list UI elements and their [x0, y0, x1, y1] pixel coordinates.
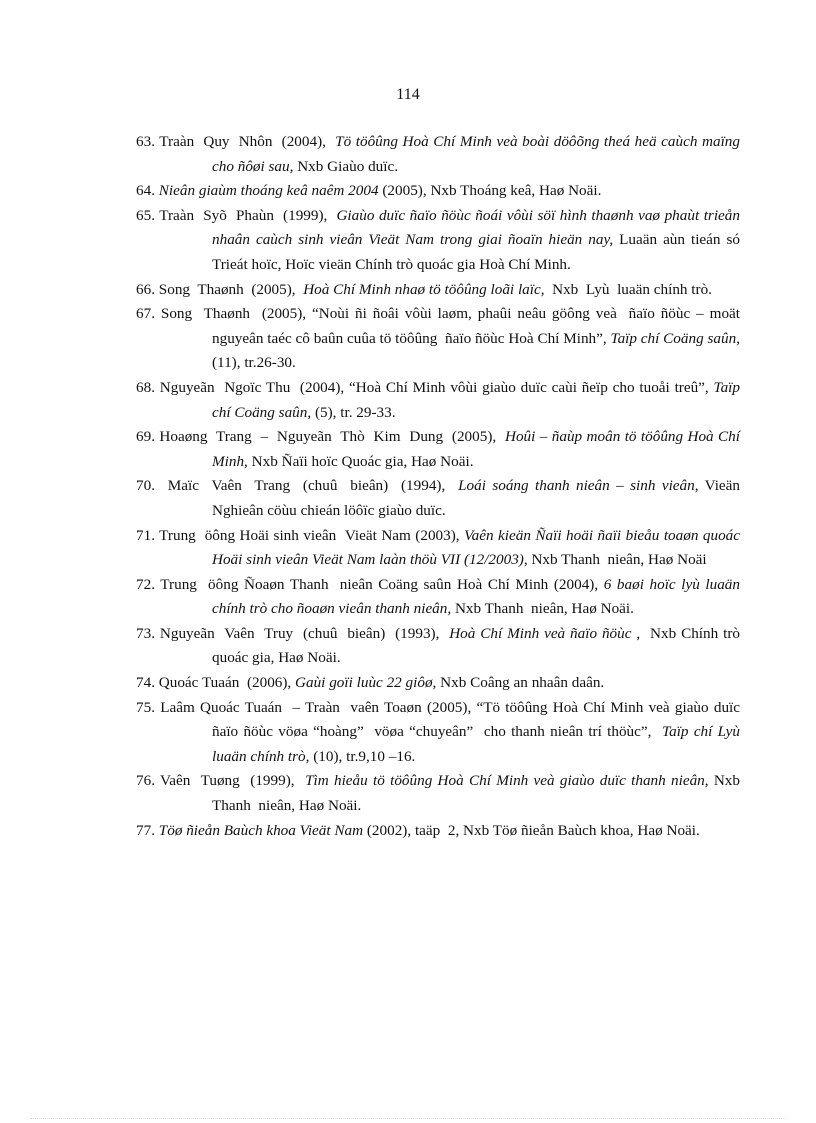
- page-bottom-divider: [30, 1118, 786, 1119]
- reference-text: Traàn Quy Nhôn (2004),: [154, 133, 336, 150]
- reference-number: 76.: [136, 772, 155, 790]
- reference-number: 72.: [136, 575, 155, 593]
- reference-title: Loái soáng thanh nieân – sinh vieân,: [458, 477, 699, 495]
- reference-list: [136, 130, 748, 843]
- reference-text: Nguyeãn Vaên Truy (chuû bieân) (1993),: [154, 624, 450, 642]
- reference-item: [136, 302, 744, 376]
- reference-number: 65.: [136, 206, 155, 224]
- reference-text: Maïc Vaên Trang (chuû bieân) (1994),: [154, 477, 459, 495]
- reference-number: 68.: [136, 378, 155, 396]
- reference-number: 75.: [136, 698, 155, 716]
- reference-item: [136, 376, 740, 425]
- reference-number: 77.: [136, 821, 155, 839]
- reference-item: [136, 671, 740, 696]
- reference-text: Laâm Quoác Tuaán – Traàn vaên Toaøn (2005), “Tö töôûng Hoà Chí Minh veà giaùo duïc ñaïo ñöùc vöøa “hoàng” vöøa “chuyeân” cho thanh nieân trí thöùc”,: [154, 698, 748, 741]
- reference-title: Taïp chí Lyù luaän chính trò,: [212, 723, 741, 765]
- reference-item: [136, 524, 740, 573]
- reference-text: Song Thaønh (2005), “Noùi ñi ñoâi vôùi laøm, phaûi neâu göông veà ñaïo ñöùc – moät nguyeân taéc cô baûn cuûa tö töôûng ñaïo ñöùc Hoà Chí Minh”,: [154, 305, 744, 347]
- reference-item: [136, 769, 744, 818]
- reference-text: Trung öông Ñoaøn Thanh nieân Coäng saûn Hoà Chí Minh (2004),: [154, 575, 604, 593]
- reference-title: Taïp chí Coäng saûn,: [610, 329, 740, 347]
- reference-text: (10), tr.9,10 –16.: [309, 747, 416, 765]
- reference-title: Hoà Chí Minh nhaø tö töôûng loãi laïc,: [303, 280, 545, 298]
- reference-title: Taïp chí Coäng saûn,: [212, 378, 740, 421]
- reference-text: Nguyeãn Ngoïc Thu (2004), “Hoà Chí Minh vôùi giaùo duïc caùi ñeïp cho tuoåi treû”,: [154, 378, 714, 396]
- reference-text: Nxb Thanh nieân, Haø Noäi.: [451, 600, 634, 618]
- reference-item: [136, 204, 744, 278]
- reference-number: 66.: [136, 280, 155, 298]
- reference-number: 67.: [136, 305, 155, 323]
- reference-item: [136, 474, 744, 523]
- reference-text: Nxb Ñaïi hoïc Quoác gia, Haø Noäi.: [247, 452, 474, 470]
- reference-text: Quoác Tuaán (2006),: [154, 674, 296, 692]
- reference-number: 69.: [136, 428, 155, 446]
- reference-item: [136, 819, 740, 844]
- reference-text: Traàn Syõ Phaùn (1999),: [154, 206, 337, 224]
- reference-title: 6 baøi hoïc lyù luaän chính trò cho ñoaøn vieân thanh nieân,: [212, 575, 740, 618]
- reference-title: Nieân giaùm thoáng keâ naêm 2004: [158, 182, 379, 200]
- reference-text: Trung öông Hoäi sinh vieân Vieät Nam (2003),: [154, 526, 465, 544]
- reference-title: Giaùo duïc ñaïo ñöùc ñoái vôùi söï hình thaønh vaø phaùt trieån nhaân caùch sinh vieân Vieät Nam trong giai ñoaïn hieän nay,: [212, 206, 740, 249]
- reference-title: Tö töôûng Hoà Chí Minh veà boài döôõng theá heä caùch maïng cho ñôøi sau,: [212, 133, 740, 175]
- reference-number: 64.: [136, 182, 155, 200]
- reference-item: [136, 696, 748, 770]
- reference-text: Nxb Lyù luaän chính trò.: [544, 280, 712, 298]
- reference-title: Töø ñieån Baùch khoa Vieät Nam: [158, 821, 364, 839]
- reference-item: [136, 573, 740, 622]
- reference-text: (2002), taäp 2, Nxb Töø ñieån Baùch khoa, Haø Noäi.: [363, 821, 700, 839]
- reference-number: 63.: [136, 133, 155, 150]
- reference-number: 73.: [136, 624, 155, 642]
- reference-number: 70.: [136, 477, 155, 495]
- reference-text: Nxb Thanh nieân, Haø Noäi: [527, 551, 707, 569]
- reference-item: [136, 425, 740, 474]
- reference-number: 74.: [136, 674, 155, 692]
- reference-text: (2005), Nxb Thoáng keâ, Haø Noäi.: [378, 182, 602, 200]
- reference-title: Hoûi – ñaùp moân tö töôûng Hoà Chí Minh,: [212, 428, 741, 470]
- reference-text: (5), tr. 29-33.: [311, 403, 396, 421]
- reference-text: Song Thaønh (2005),: [154, 280, 304, 298]
- reference-title: Gaùi goïi luùc 22 giôø,: [295, 674, 437, 692]
- reference-item: [136, 179, 740, 204]
- reference-number: 71.: [136, 526, 155, 544]
- reference-text: Nxb Thanh nieân, Haø Noäi.: [212, 772, 744, 815]
- reference-text: Nxb Chính trò quoác gia, Haø Noäi.: [212, 624, 744, 667]
- reference-title: Tìm hieåu tö töôûng Hoà Chí Minh veà giaùo duïc thanh nieân,: [305, 772, 709, 790]
- reference-item: [136, 278, 740, 303]
- reference-text: Luaän aùn tieán só Trieát hoïc, Hoïc vieän Chính trò quoác gia Hoà Chí Minh.: [212, 231, 744, 273]
- reference-text: Nxb Giaùo duïc.: [293, 157, 399, 175]
- reference-text: (11), tr.26-30.: [212, 329, 744, 372]
- reference-title: Vaên kieän Ñaïi hoäi ñaïi bieåu toaøn quoác Hoäi sinh vieân Vieät Nam laàn thöù VII (12/2003),: [212, 526, 740, 569]
- reference-item: [136, 622, 744, 671]
- reference-text: Nxb Coâng an nhaân daân.: [436, 674, 605, 692]
- reference-text: Vieän Nghieân cöùu chieán löôïc giaùo duïc.: [212, 477, 744, 519]
- reference-text: Vaên Tuøng (1999),: [154, 772, 306, 790]
- reference-title: Hoà Chí Minh veà ñaïo ñöùc ,: [449, 624, 641, 642]
- page-number: 114: [396, 86, 420, 103]
- reference-item: [136, 130, 740, 179]
- reference-text: Hoaøng Trang – Nguyeãn Thò Kim Dung (2005),: [154, 428, 505, 446]
